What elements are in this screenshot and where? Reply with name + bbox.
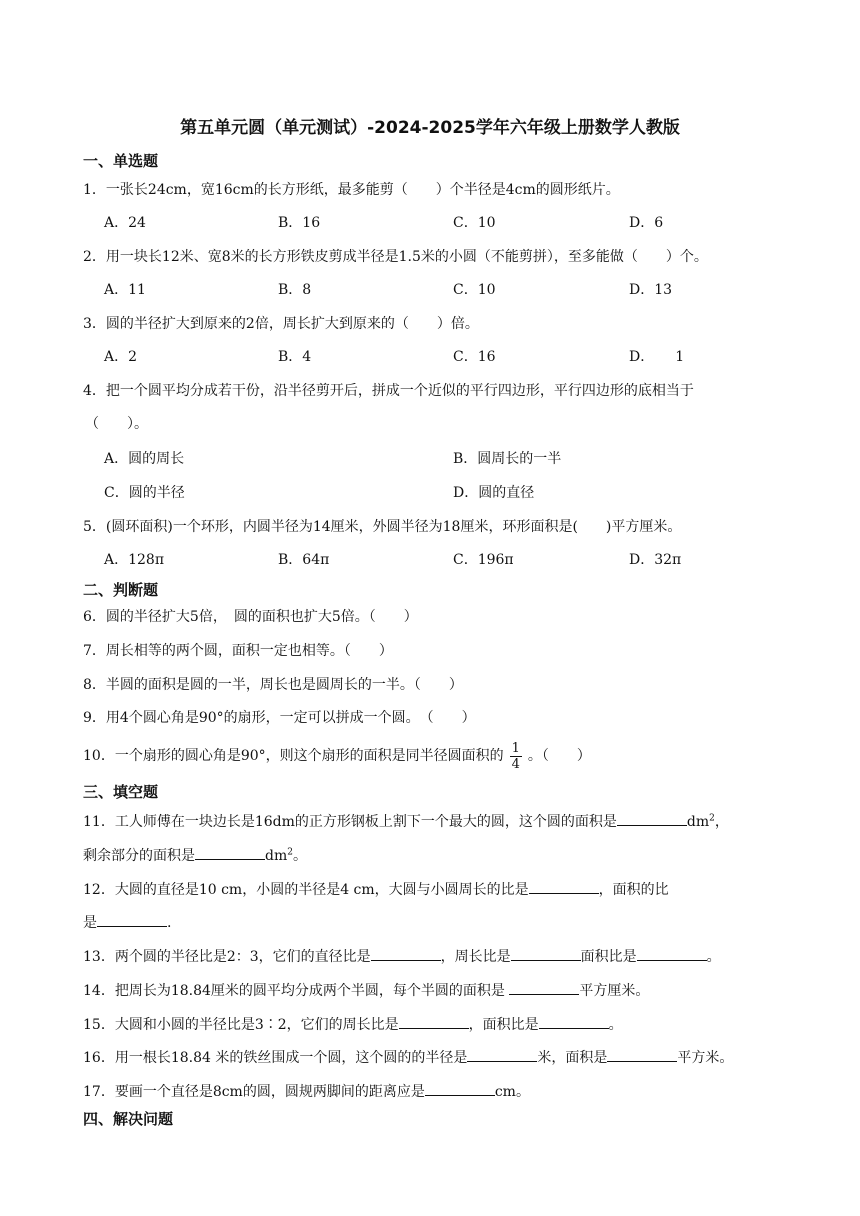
question-10: 10．一个扇形的圆心角是90°，则这个扇形的面积是同半径圆面积的 $\frac{1}{4}$ 。（ ） bbox=[83, 740, 591, 772]
question-11-line-1: 11．工人师傅在一块边长是16dm的正方形钢板上割下一个最大的圆，这个圆的面积是 $dm^2$， bbox=[83, 811, 729, 832]
section-heading-single-choice: 一、单选题 bbox=[83, 152, 159, 170]
question-16: 16．用一根长18.84 米的铁丝围成一个圆，这个圆的的半径是 米，面积是 平方米。 bbox=[83, 1047, 733, 1068]
section-heading-problem-solving: 四、解决问题 bbox=[83, 1110, 174, 1128]
question-14: 14．把周长为18.84厘米的圆平均分成两个半圆，每个半圆的面积是 平方厘米。 bbox=[83, 980, 649, 1001]
q2-option-d: D．13 bbox=[629, 282, 673, 298]
question-9: 9．用4个圆心角是90°的扇形，一定可以拼成一个圆。 （ ） bbox=[83, 710, 476, 726]
answer-blank[interactable] bbox=[467, 1047, 537, 1062]
answer-blank[interactable] bbox=[399, 1014, 469, 1029]
q1-option-c: C．10 bbox=[453, 215, 496, 231]
question-8: 8．半圆的面积是圆的一半，周长也是圆周长的一半。（ ） bbox=[83, 677, 463, 693]
question-6: 6．圆的半径扩大5倍， 圆的面积也扩大5倍。（ ） bbox=[83, 609, 418, 625]
answer-blank[interactable] bbox=[637, 946, 707, 961]
page-title: 第五单元圆（单元测试）-2024-2025学年六年级上册数学人教版 bbox=[180, 118, 680, 138]
q4-option-d: D．圆的直径 bbox=[453, 485, 535, 501]
q1-option-b: B．16 bbox=[278, 215, 321, 231]
q3-option-a: A．2 bbox=[104, 349, 138, 365]
answer-blank[interactable] bbox=[97, 912, 167, 927]
q5-option-c: C．196π bbox=[453, 552, 514, 568]
q4-option-a: A．圆的周长 bbox=[104, 451, 185, 467]
answer-blank[interactable] bbox=[509, 980, 579, 995]
fraction-one-quarter: $\frac{1}{4}$ bbox=[511, 740, 520, 772]
question-17: 17．要画一个直径是8cm的圆，圆规两脚间的距离应是 cm。 bbox=[83, 1081, 530, 1102]
answer-blank[interactable] bbox=[425, 1081, 495, 1096]
q4-option-c: C．圆的半径 bbox=[104, 485, 185, 501]
q3-option-d: D． 1 bbox=[629, 349, 685, 365]
q2-option-b: B．8 bbox=[278, 282, 312, 298]
answer-blank[interactable] bbox=[607, 1047, 677, 1062]
q5-option-b: B．64π bbox=[278, 552, 330, 568]
question-12-line-1: 12．大圆的直径是10 cm，小圆的半径是4 cm，大圆与小圆周长的比是 ，面积的比 bbox=[83, 879, 669, 900]
question-5: 5．(圆环面积)一个环形，内圆半径为14厘米，外圆半径为18厘米，环形面积是( )平方厘米。 bbox=[83, 519, 682, 535]
question-3: 3．圆的半径扩大到原来的2倍，周长扩大到原来的（ ）倍。 bbox=[83, 316, 479, 332]
q2-option-a: A．11 bbox=[104, 282, 146, 298]
question-12-line-2: 是 . bbox=[83, 912, 171, 933]
answer-blank[interactable] bbox=[195, 845, 265, 860]
q3-option-c: C．16 bbox=[453, 349, 496, 365]
answer-blank[interactable] bbox=[539, 1014, 609, 1029]
q5-option-d: D．32π bbox=[629, 552, 682, 568]
answer-blank[interactable] bbox=[371, 946, 441, 961]
q5-option-a: A．128π bbox=[104, 552, 165, 568]
section-heading-true-false: 二、判断题 bbox=[83, 581, 159, 599]
question-4-line-1: 4．把一个圆平均分成若干份，沿半径剪开后，拼成一个近似的平行四边形，平行四边形的底相当于 bbox=[83, 383, 694, 399]
answer-blank[interactable] bbox=[511, 946, 581, 961]
q2-option-c: C．10 bbox=[453, 282, 496, 298]
q4-option-b: B．圆周长的一半 bbox=[453, 451, 562, 467]
answer-blank[interactable] bbox=[529, 879, 599, 894]
q1-option-a: A．24 bbox=[104, 215, 146, 231]
answer-blank[interactable] bbox=[617, 811, 687, 826]
question-1: 1．一张长24cm，宽16cm的长方形纸，最多能剪（ ）个半径是4cm的圆形纸片。 bbox=[83, 182, 620, 198]
question-11-line-2: 剩余部分的面积是 $dm^2$。 bbox=[83, 845, 307, 866]
section-heading-fill-blank: 三、填空题 bbox=[83, 783, 159, 801]
q3-option-b: B．4 bbox=[278, 349, 312, 365]
question-7: 7．周长相等的两个圆，面积一定也相等。（ ） bbox=[83, 643, 393, 659]
q1-option-d: D．6 bbox=[629, 215, 664, 231]
question-4-line-2: （ ）。 bbox=[85, 416, 148, 432]
question-2: 2．用一块长12米、宽8米的长方形铁皮剪成半径是1.5米的小圆（不能剪拼），至多能做（ ）个。 bbox=[83, 249, 708, 265]
question-15: 15．大圆和小圆的半径比是3∶2，它们的周长比是 ，面积比是 。 bbox=[83, 1014, 623, 1035]
question-13: 13．两个圆的半径比是2：3，它们的直径比是 ，周长比是 面积比是 。 bbox=[83, 946, 721, 967]
